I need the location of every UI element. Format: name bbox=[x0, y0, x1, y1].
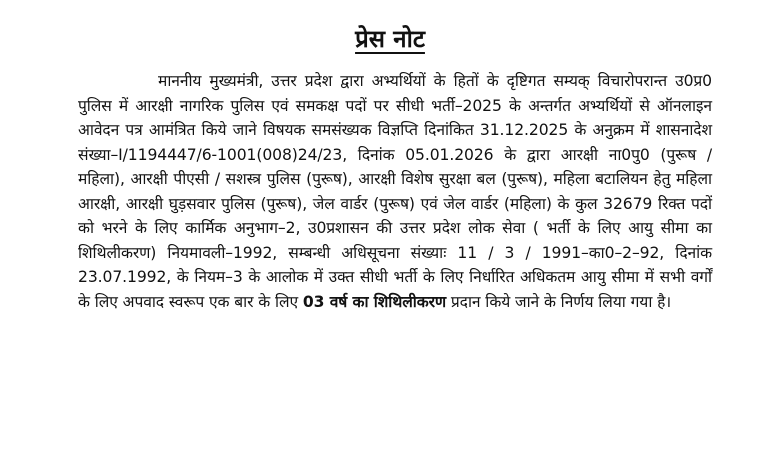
title-text: प्रेस नोट bbox=[355, 25, 425, 53]
paragraph-text-part2: प्रदान किये जाने के निर्णय लिया गया है। bbox=[446, 292, 672, 311]
paragraph-text-part1: माननीय मुख्यमंत्री, उत्तर प्रदेश द्वारा अभ्यर्थियों के हितों के दृष्टिगत सम्यक् विचारोपरान्त उ0प्र0 पुलिस में आरक्षी नागरिक पुलिस एवं समकक्ष पदों पर सीधी भर्ती–2025 के अन्तर्गत अभ्यर्थियों से ऑनलाइन आवेदन पत्र आमंत्रित किये जाने विषयक समसंख्यक विज्ञप्ति दिनांकित 31.12.2025 के अनुक्रम में शासनादेश संख्या–I/1194447/6-1001(008)24/23, दिनांक 05.01.2026 के द्वारा आरक्षी ना0पु0 (पुरूष / महिला), आरक्षी पीएसी / सशस्त्र पुलिस (पुरूष), आरक्षी विशेष सुरक्षा बल (पुरूष), महिला बटालियन हेतु महिला आरक्षी, आरक्षी घुड़सवार पुलिस (पुरूष), जेल वार्डर (पुरूष) एवं जेल वार्डर (महिला) के कुल 32679 रिक्त पदों को भरने के लिए कार्मिक अनुभाग–2, उ0प्रशासन की उत्तर प्रदेश लोक सेवा ( भर्ती के लिए आयु सीमा का शिथिलीकरण) नियमावली–1992, सम्बन्धी अधिसूचना संख्याः 11 / 3 / 1991–का0–2–92, दिनांक 23.07.1992, के नियम–3 के आलोक में उक्त सीधी भर्ती के लिए निर्धारित अधिकतम आयु सीमा में सभी वर्गों के लिए अपवाद स्वरूप एक बार के लिए bbox=[78, 72, 712, 311]
paragraph-emphasis: 03 वर्ष का शिथिलीकरण bbox=[302, 292, 447, 311]
page-title bbox=[0, 22, 780, 56]
press-note-paragraph bbox=[78, 69, 712, 314]
